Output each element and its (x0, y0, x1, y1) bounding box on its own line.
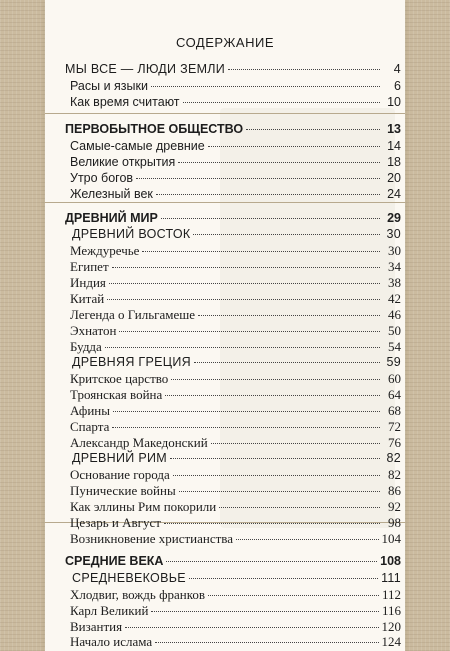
toc-entry-label: Пунические войны (70, 483, 176, 498)
toc-entry[interactable] (70, 243, 401, 260)
toc-entry-label: Железный век (70, 187, 153, 201)
toc-entry-label: ДРЕВНИЙ ВОСТОК (72, 227, 191, 241)
toc-entry-label: Эхнатон (70, 323, 117, 338)
toc-entry[interactable] (70, 155, 401, 172)
toc-page-number: 14 (387, 139, 401, 153)
toc-entry-label: Египет (70, 259, 109, 274)
section-divider (45, 113, 405, 114)
toc-page-number: 82 (388, 467, 401, 482)
toc-page-number: 38 (388, 275, 401, 290)
toc-leader-dots (246, 129, 380, 130)
toc-entry-label: ПЕРВОБЫТНОЕ ОБЩЕСТВО (65, 122, 244, 136)
toc-leader-dots (161, 218, 380, 219)
toc-page-number: 18 (387, 155, 401, 169)
page-margin-right (405, 0, 450, 651)
toc-page-number: 92 (388, 499, 401, 514)
toc-leader-dots (151, 86, 380, 87)
toc-entry[interactable] (70, 323, 401, 340)
toc-entry[interactable] (70, 531, 401, 548)
toc-entry-label: Карл Великий (70, 603, 149, 618)
toc-page-number: 111 (381, 571, 401, 585)
toc-entry[interactable] (70, 339, 401, 356)
toc-leader-dots (164, 523, 380, 524)
toc-leader-dots (119, 331, 380, 332)
toc-page-number: 54 (388, 339, 401, 354)
toc-entry[interactable] (70, 139, 401, 156)
toc-entry[interactable] (70, 499, 401, 516)
toc-page-number: 30 (386, 227, 401, 241)
toc-entry[interactable] (70, 307, 401, 324)
toc-entry[interactable] (70, 587, 401, 604)
toc-entry-section[interactable] (65, 62, 401, 79)
toc-page-number: 120 (381, 619, 401, 634)
toc-entry-label: Хлодвиг, вождь франков (70, 587, 206, 602)
toc-entry-part[interactable] (65, 211, 401, 228)
toc-entry[interactable] (70, 387, 401, 404)
toc-page-number: 29 (387, 211, 401, 225)
toc-leader-dots (113, 411, 380, 412)
toc-entry-label: Александр Македонский (70, 435, 208, 450)
toc-page-number: 64 (388, 387, 401, 402)
toc-entry[interactable] (70, 187, 401, 204)
toc-entry-part[interactable] (65, 554, 401, 571)
toc-page-number: 86 (388, 483, 401, 498)
toc-leader-dots (178, 162, 380, 163)
toc-entry-label: Критское царство (70, 371, 169, 386)
toc-entry-section[interactable] (72, 571, 401, 588)
toc-entry-label: Самые-самые древние (70, 139, 205, 153)
toc-entry-label: МЫ ВСЕ — ЛЮДИ ЗЕМЛИ (65, 62, 226, 76)
toc-leader-dots (236, 539, 378, 540)
toc-entry-label: Утро богов (70, 171, 134, 185)
toc-leader-dots (228, 69, 380, 70)
toc-entry[interactable] (70, 171, 401, 188)
toc-page-number: 24 (387, 187, 401, 201)
toc-leader-dots (173, 475, 380, 476)
page-margin-left (0, 0, 45, 651)
toc-entry-label: Начало ислама (70, 634, 153, 649)
toc-entry[interactable] (70, 603, 401, 620)
toc-page-number: 108 (380, 554, 401, 568)
toc-entry-label: Троянская война (70, 387, 163, 402)
toc-entry[interactable] (70, 259, 401, 276)
toc-leader-dots (136, 178, 380, 179)
toc-leader-dots (193, 234, 380, 235)
toc-leader-dots (171, 379, 380, 380)
toc-entry-label: Расы и языки (70, 79, 148, 93)
toc-entry-label: СРЕДНИЕ ВЕКА (65, 554, 164, 568)
toc-page-number: 42 (388, 291, 401, 306)
toc-entry[interactable] (70, 291, 401, 308)
toc-page-number: 6 (394, 79, 401, 93)
toc-entry-label: Индия (70, 275, 106, 290)
toc-page-number: 20 (387, 171, 401, 185)
toc-page-number: 13 (387, 122, 401, 136)
toc-entry-label: ДРЕВНЯЯ ГРЕЦИЯ (72, 355, 191, 369)
toc-entry-section[interactable] (72, 227, 401, 244)
toc-page-number: 76 (388, 435, 401, 450)
toc-page-number: 104 (381, 531, 401, 546)
toc-leader-dots (107, 299, 380, 300)
toc-entry-label: Как эллины Рим покорили (70, 499, 217, 514)
toc-leader-dots (109, 283, 380, 284)
toc-page-number: 116 (381, 603, 401, 618)
toc-leader-dots (151, 611, 379, 612)
toc-page-number: 4 (393, 62, 401, 76)
toc-entry-label: Византия (70, 619, 123, 634)
toc-leader-dots (156, 194, 380, 195)
toc-leader-dots (170, 458, 380, 459)
toc-page-number: 112 (381, 587, 401, 602)
toc-leader-dots (142, 251, 380, 252)
toc-page-number: 82 (386, 451, 401, 465)
toc-entry-label: Будда (70, 339, 102, 354)
toc-leader-dots (165, 395, 380, 396)
toc-entry-label: ДРЕВНИЙ МИР (65, 211, 158, 225)
toc-page-number: 10 (387, 95, 401, 109)
toc-entry-label: Афины (70, 403, 110, 418)
toc-leader-dots (208, 146, 380, 147)
toc-entry[interactable] (70, 371, 401, 388)
toc-entry-label: Как время считают (70, 95, 180, 109)
toc-leader-dots (189, 578, 378, 579)
toc-entry[interactable] (70, 95, 401, 112)
toc-page-number: 50 (388, 323, 401, 338)
toc-entry[interactable] (70, 467, 401, 484)
toc-entry[interactable] (70, 79, 401, 96)
toc-leader-dots (125, 627, 378, 628)
toc-entry[interactable] (70, 403, 401, 420)
toc-entry[interactable] (70, 435, 401, 452)
toc-page-number: 124 (381, 634, 401, 649)
toc-entry-label: Цезарь и Август (70, 515, 161, 530)
toc-page-number: 68 (388, 403, 401, 418)
toc-leader-dots (112, 267, 380, 268)
toc-leader-dots (211, 443, 380, 444)
toc-page-number: 30 (388, 243, 401, 258)
toc-entry[interactable] (70, 419, 401, 436)
toc-leader-dots (179, 491, 380, 492)
toc-entry-label: Легенда о Гильгамеше (70, 307, 196, 322)
toc-entry-label: СРЕДНЕВЕКОВЬЕ (72, 571, 186, 585)
toc-entry-label: Междуречье (70, 243, 140, 258)
toc-entry-label: Основание города (70, 467, 170, 482)
toc-entry-label: Спарта (70, 419, 110, 434)
toc-entry[interactable] (70, 515, 401, 532)
toc-entry-section[interactable] (72, 355, 401, 372)
page-title: СОДЕРЖАНИЕ (175, 35, 274, 50)
toc-leader-dots (112, 427, 380, 428)
toc-entry-part[interactable] (65, 122, 401, 139)
toc-entry-section[interactable] (72, 451, 401, 468)
toc-page-number: 59 (386, 355, 401, 369)
toc-page-number: 60 (388, 371, 401, 386)
toc-page-number: 98 (388, 515, 401, 530)
toc-leader-dots (208, 595, 379, 596)
toc-page-number: 34 (388, 259, 401, 274)
toc-leader-dots (105, 347, 380, 348)
toc-leader-dots (198, 315, 380, 316)
toc-entry-label: Китай (70, 291, 105, 306)
toc-entry[interactable] (70, 634, 401, 651)
toc-page-number: 46 (388, 307, 401, 322)
book-page (45, 0, 405, 651)
toc-entry-label: ДРЕВНИЙ РИМ (72, 451, 167, 465)
toc-entry[interactable] (70, 275, 401, 292)
toc-entry-label: Возникновение христианства (70, 531, 234, 546)
toc-leader-dots (194, 362, 380, 363)
toc-entry-label: Великие открытия (70, 155, 176, 169)
toc-leader-dots (166, 561, 377, 562)
toc-entry[interactable] (70, 483, 401, 500)
toc-leader-dots (155, 642, 378, 643)
toc-page-number: 72 (388, 419, 401, 434)
toc-leader-dots (183, 102, 380, 103)
toc-leader-dots (219, 507, 380, 508)
